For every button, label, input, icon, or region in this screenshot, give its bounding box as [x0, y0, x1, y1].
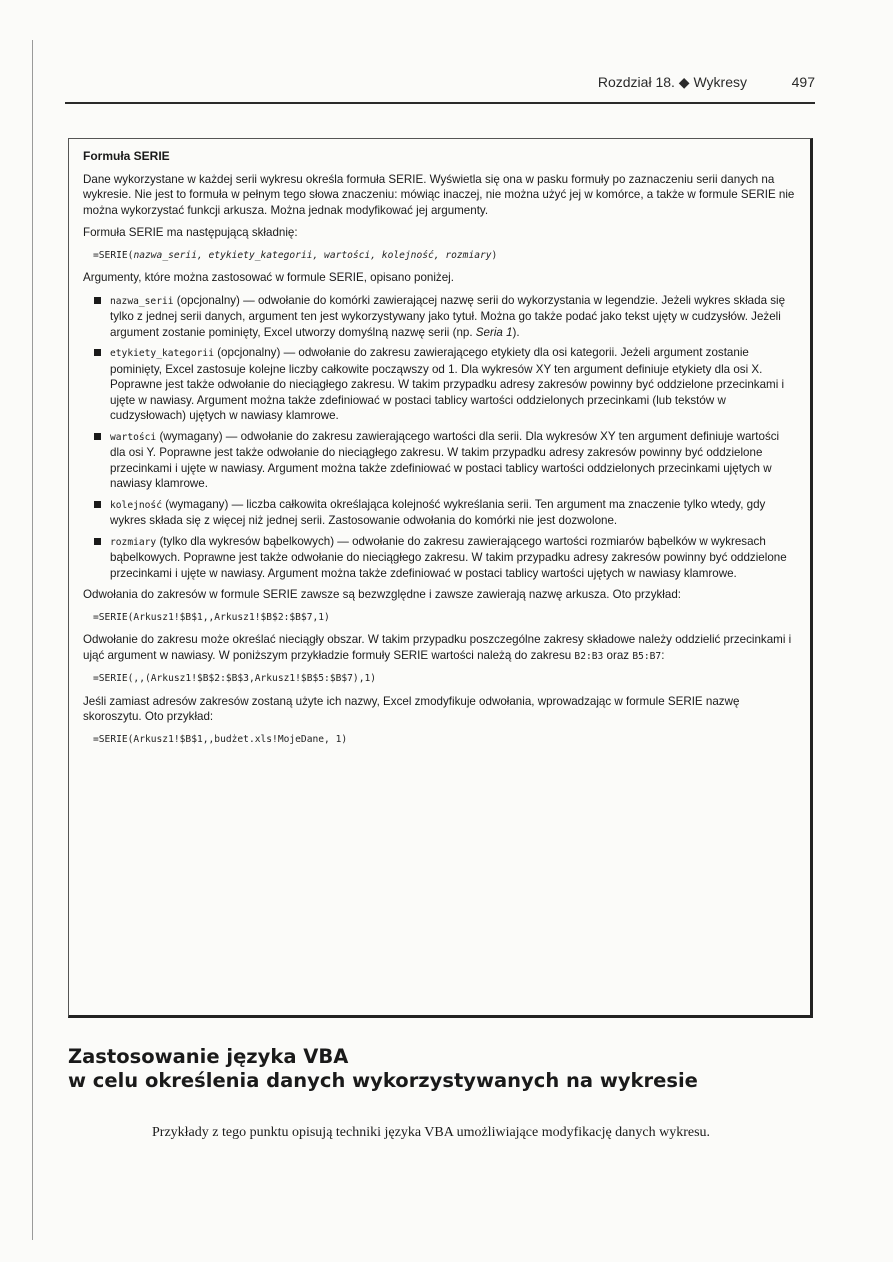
argument-item-nazwa-serii — [83, 293, 796, 341]
argument-code: kolejność — [110, 499, 162, 511]
argument-text: (wymagany) — odwołanie do zakresu zawierającego wartości dla serii. Dla wykresów XY ten argument definiuje wartości dla osi Y. Poprawne jest także odwołanie do nieciągłego zakresu. W takim przypadku adresy zakresów powinny być oddzielone przecinkami i ujęte w nawiasy. Argument można także zdefiniować w postaci tablicy wartości oddzielonych przecinkami ujętych w nawiasy klamrowe. — [110, 429, 780, 490]
syntax-code-args: nazwa_serii, etykiety_kategorii, wartości, kolejność, rozmiary — [133, 249, 492, 261]
argument-text-end: ). — [512, 325, 520, 339]
range-ref-2: B5:B7 — [632, 650, 662, 662]
argument-code: etykiety_kategorii — [110, 348, 214, 359]
syntax-intro: Formuła SERIE ma następującą składnię: — [83, 226, 298, 239]
absolute-refs-paragraph: Odwołania do zakresów w formule SERIE zawsze są bezwzględne i zawsze zawierają nazwę arkusza. Oto przykład: — [83, 588, 681, 601]
noncontiguous-end: : — [661, 648, 665, 662]
bullet-square-icon — [94, 433, 101, 440]
sidebar-intro: Dane wykorzystane w każdej serii wykresu określa formuła SERIE. Wyświetla się ona w pasku formuły po zaznaczeniu serii danych na wykresie. Nie jest to formuła w pełnym tego słowa znaczeniu: mówiąc inaczej, nie można użyć jej w komórce, a także w formule SERIE nie można wykorzystać funkcji arkusza. Można jednak modyfikować jej argumenty. — [83, 172, 795, 217]
noncontiguous-paragraph — [83, 632, 796, 664]
names-paragraph: Jeśli zamiast adresów zakresów zostaną użyte ich nazwy, Excel zmodyfikuje odwołania, wprowadzając w formule SERIE nazwę skoroszytu. Oto przykład: — [83, 694, 740, 723]
serie-formula-sidebar — [68, 138, 813, 1018]
argument-text: (opcjonalny) — odwołanie do komórki zawierającej nazwę serii do wykorzystania w legendzie. Jeżeli wykres składa się tylko z jednej serii danych, argument ten jest wykorzystywany jako tytuł. Można go także podać jako tekst ujęty w cudzysłów. Jeżeli argument zostanie pominięty, Excel utworzy domyślną nazwę serii (np. — [110, 293, 786, 339]
syntax-code — [93, 248, 796, 264]
bullet-square-icon — [94, 538, 101, 545]
section-body-text: Przykłady z tego punktu opisują techniki języka VBA umożliwiające modyfikację danych wykresu. — [152, 1125, 711, 1140]
range-ref-1: B2:B3 — [574, 650, 604, 662]
bullet-square-icon — [94, 297, 101, 304]
argument-italic: Seria 1 — [475, 325, 513, 339]
sidebar-title: Formuła SERIE — [83, 149, 170, 163]
argument-code: wartości — [110, 431, 157, 443]
header-rule — [65, 102, 815, 104]
bullet-square-icon — [94, 349, 101, 356]
page-gutter-line — [32, 40, 33, 1240]
arguments-list — [83, 293, 796, 582]
running-head — [95, 74, 815, 96]
argument-item-etykiety-kategorii — [83, 345, 796, 424]
section-heading-line-1: Zastosowanie języka VBA — [68, 1045, 349, 1068]
argument-item-kolejnosc — [83, 497, 796, 529]
syntax-code-suffix: ) — [491, 249, 498, 261]
argument-item-rozmiary — [83, 534, 796, 582]
code-example-1: =SERIE(Arkusz1!$B$1,,Arkusz1!$B$2:$B$7,1) — [93, 611, 330, 623]
section-heading — [68, 1045, 813, 1093]
noncontiguous-and: oraz — [603, 648, 633, 662]
code-example-3: =SERIE(Arkusz1!$B$1,,budżet.xls!MojeDane, 1) — [93, 733, 348, 745]
argument-code: nazwa_serii — [110, 295, 174, 307]
argument-text: (wymagany) — liczba całkowita określająca kolejność wykreślania serii. Ten argument ma znaczenie tylko wtedy, gdy wykres składa się z więcej niż jednej serii. Zastosowanie odwołania do komórki nie jest dozwolone. — [110, 497, 766, 527]
section-heading-line-2: w celu określenia danych wykorzystywanych na wykresie — [68, 1069, 698, 1092]
syntax-code-prefix: =SERIE( — [93, 249, 134, 261]
argument-text: (tylko dla wykresów bąbelkowych) — odwołanie do zakresu zawierającego wartości rozmiarów bąbelków w wykresach bąbelkowych. Poprawne jest także odwołanie do nieciągłego zakresu. W takim przypadku adresy zakresów powinny być oddzielone przecinkami i ujęte w nawiasy. Argument można także zdefiniować w postaci tablicy wartości ujętych w nawiasy klamrowe. — [110, 534, 787, 580]
code-example-2: =SERIE(,,(Arkusz1!$B$2:$B$3,Arkusz1!$B$5:$B$7),1) — [93, 673, 377, 684]
argument-text: (opcjonalny) — odwołanie do zakresu zawierającego etykiety dla osi kategorii. Jeżeli argument zostanie pominięty, Excel zastosuje kolejne liczby całkowite począwszy od 1. Dla wykresów XY ten argument definiuje etykiety dla osi X. Poprawne jest także odwołanie do nieciągłego zakresu. W takim przypadku adresy zakresów powinny być oddzielone przecinkami i ujęte w nawiasy. Argument można także zdefiniować w postaci tablicy wartości oddzielonych przecinkami (lub tekstów w cudzysłowach) ujętych w nawiasy klamrowe. — [110, 346, 785, 422]
running-head-chapter: Rozdział 18. ◆ Wykresy — [597, 74, 747, 90]
bullet-square-icon — [94, 501, 101, 508]
page-number: 497 — [791, 74, 815, 90]
arguments-intro: Argumenty, które można zastosować w formule SERIE, opisano poniżej. — [83, 271, 454, 284]
noncontiguous-text: Odwołanie do zakresu może określać nieciągły obszar. W takim przypadku poszczególne zakresy składowe należy oddzielić przecinkami i ująć argument w nawiasy. W poniższym przykładzie formuły SERIE wartości należą do zakresu — [83, 633, 792, 662]
argument-item-wartosci — [83, 429, 796, 492]
argument-code: rozmiary — [110, 536, 157, 548]
